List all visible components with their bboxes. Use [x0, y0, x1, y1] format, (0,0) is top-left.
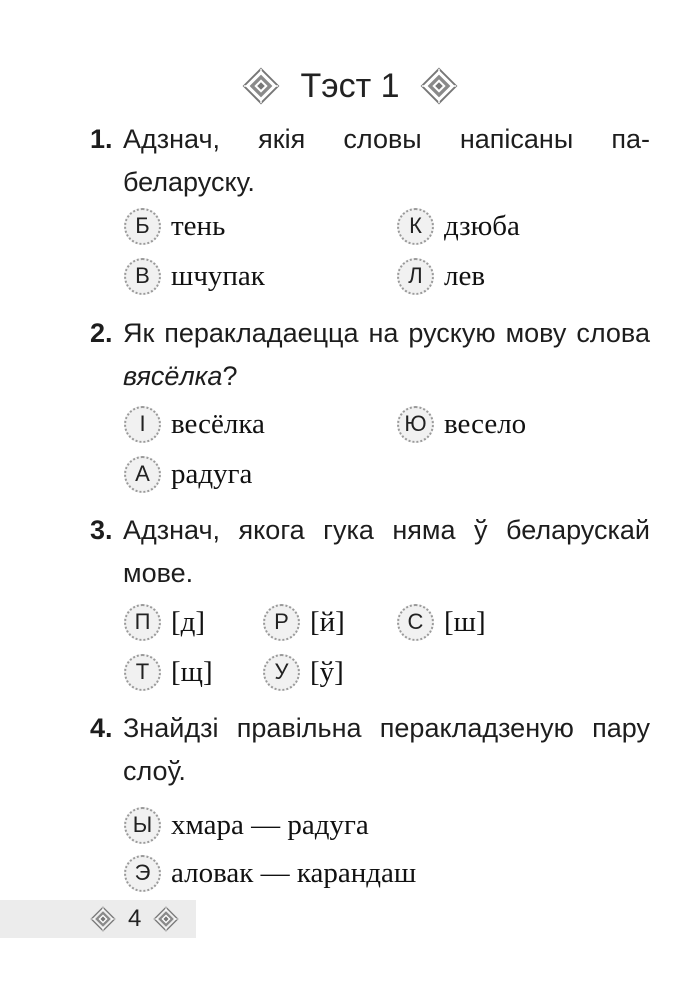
option-t[interactable] [124, 652, 213, 692]
ornament-right-icon [420, 67, 458, 105]
option-letter-badge: П [124, 604, 161, 641]
option-yu[interactable] [397, 404, 526, 444]
option-letter-badge: В [124, 258, 161, 295]
question-number: 2. [90, 318, 113, 348]
option-letter-badge: Ы [124, 807, 161, 844]
italic-word: вясёлка [123, 361, 223, 391]
question-2 [90, 312, 650, 398]
ornament-small-right-icon [153, 906, 179, 932]
option-letter-badge: С [397, 604, 434, 641]
ornament-left-icon [242, 67, 280, 105]
option-e[interactable] [124, 853, 416, 893]
option-text: аловак — карандаш [171, 856, 417, 889]
option-text: [ш] [444, 605, 486, 638]
option-letter-badge: Э [124, 855, 161, 892]
option-text: [щ] [171, 655, 213, 688]
option-r[interactable] [263, 602, 345, 642]
option-letter-badge: Л [397, 258, 434, 295]
option-y[interactable] [124, 805, 369, 845]
option-text: [й] [310, 605, 345, 638]
option-text: тень [171, 209, 226, 242]
option-i[interactable] [124, 404, 265, 444]
option-letter-badge: Т [124, 654, 161, 691]
option-b[interactable] [124, 206, 225, 246]
question-text: Адзнач, якога гука няма ў беларускай мове. [123, 515, 650, 588]
option-text: [ў] [310, 655, 344, 688]
page-number-band [0, 900, 196, 938]
question-1 [90, 118, 650, 204]
option-v[interactable] [124, 256, 265, 296]
option-text: хмара — радуга [171, 808, 369, 841]
option-text: шчупак [171, 259, 265, 292]
option-s[interactable] [397, 602, 486, 642]
option-u[interactable] [263, 652, 344, 692]
question-text: Адзнач, якія словы напісаны па-беларуску. [123, 124, 650, 197]
option-l[interactable] [397, 256, 485, 296]
option-letter-badge: К [397, 208, 434, 245]
page-title: Тэст 1 [300, 66, 400, 105]
option-k[interactable] [397, 206, 520, 246]
option-text: [д] [171, 605, 206, 638]
option-text: весело [444, 407, 527, 440]
option-letter-badge: А [124, 456, 161, 493]
question-text: Як перакладаецца на рускую мову слова вясёлка? [123, 318, 650, 391]
question-text: Знайдзі правільна перакладзеную пару слоў. [123, 713, 650, 786]
ornament-small-left-icon [90, 906, 116, 932]
option-text: радуга [171, 457, 253, 490]
question-3 [90, 509, 650, 595]
option-letter-badge: І [124, 406, 161, 443]
question-number: 1. [90, 124, 113, 154]
option-text: дзюба [444, 209, 520, 242]
question-4 [90, 707, 650, 793]
option-text: лев [444, 259, 486, 292]
option-text: весёлка [171, 407, 265, 440]
option-a[interactable] [124, 454, 252, 494]
question-number: 3. [90, 515, 113, 545]
question-number: 4. [90, 713, 113, 743]
option-letter-badge: У [263, 654, 300, 691]
title-row [0, 58, 700, 114]
option-p[interactable] [124, 602, 205, 642]
option-letter-badge: Р [263, 604, 300, 641]
option-letter-badge: Б [124, 208, 161, 245]
page-number: 4 [128, 905, 142, 932]
option-letter-badge: Ю [397, 406, 434, 443]
